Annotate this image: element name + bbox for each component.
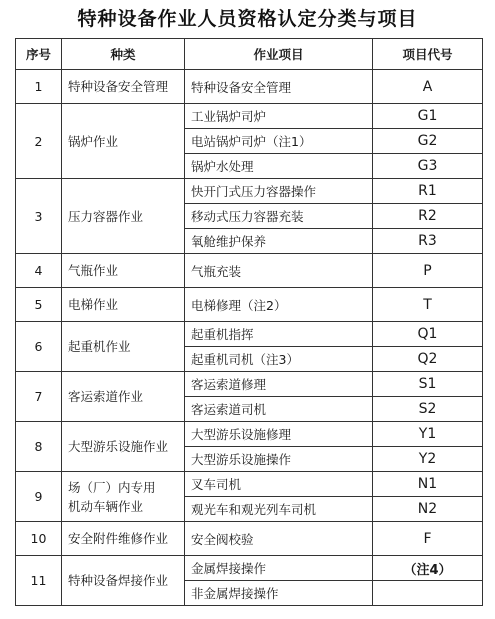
header-item-code: 项目代号 bbox=[373, 39, 483, 70]
item-code-cell: P bbox=[373, 254, 483, 288]
item-code-cell: Q1 bbox=[373, 322, 483, 347]
category-label: 起重机作业 bbox=[68, 339, 131, 354]
work-item-cell: 客运索道修理 bbox=[185, 372, 373, 397]
work-item-cell: 金属焊接操作 bbox=[185, 556, 373, 581]
category-label: 锅炉作业 bbox=[68, 133, 119, 149]
work-item-cell: 客运索道司机 bbox=[185, 397, 373, 422]
item-code-cell: G3 bbox=[373, 154, 483, 179]
serial-number-cell: 6 bbox=[16, 322, 62, 372]
table-row bbox=[16, 288, 483, 322]
table-row bbox=[16, 322, 483, 347]
header-work-item: 作业项目 bbox=[185, 39, 373, 70]
work-item-cell: 观光车和观光列车司机 bbox=[185, 497, 373, 522]
table-header-row bbox=[16, 39, 483, 70]
table-row bbox=[16, 522, 483, 556]
table-row bbox=[16, 104, 483, 129]
work-item-cell: 锅炉水处理 bbox=[185, 154, 373, 179]
category-cell bbox=[62, 556, 185, 606]
work-item-cell: 电梯修理（注2） bbox=[185, 288, 373, 322]
serial-number-cell: 5 bbox=[16, 288, 62, 322]
item-code-cell: G1 bbox=[373, 104, 483, 129]
table-row bbox=[16, 179, 483, 204]
category-label: 压力容器作业 bbox=[68, 208, 144, 224]
work-item-cell: 起重机司机（注3） bbox=[185, 347, 373, 372]
work-item-cell: 特种设备安全管理 bbox=[185, 70, 373, 104]
item-code-cell: （注4） bbox=[373, 556, 483, 581]
table-row bbox=[16, 254, 483, 288]
category-cell bbox=[62, 70, 185, 104]
item-code-cell: G2 bbox=[373, 129, 483, 154]
item-code-cell: N1 bbox=[373, 472, 483, 497]
serial-number-cell: 4 bbox=[16, 254, 62, 288]
category-label: 场（厂）内专用 bbox=[68, 479, 156, 495]
work-item-cell: 大型游乐设施修理 bbox=[185, 422, 373, 447]
item-code-cell: N2 bbox=[373, 497, 483, 522]
serial-number-cell: 9 bbox=[16, 472, 62, 522]
document-title: 特种设备作业人员资格认定分类与项目 bbox=[77, 8, 418, 30]
serial-number-cell: 1 bbox=[16, 70, 62, 104]
qualification-table bbox=[15, 38, 483, 606]
serial-number-cell: 7 bbox=[16, 372, 62, 422]
item-code-cell: R2 bbox=[373, 204, 483, 229]
item-code-cell: Y1 bbox=[373, 422, 483, 447]
item-code-cell: Y2 bbox=[373, 447, 483, 472]
category-label: 安全附件维修作业 bbox=[68, 531, 169, 546]
category-cell bbox=[62, 104, 185, 179]
category-cell bbox=[62, 472, 185, 522]
category-label: 机动车辆作业 bbox=[68, 498, 144, 514]
category-cell bbox=[62, 422, 185, 472]
table-row bbox=[16, 372, 483, 397]
table-row bbox=[16, 556, 483, 581]
work-item-cell: 气瓶充装 bbox=[185, 254, 373, 288]
work-item-cell: 安全阀校验 bbox=[185, 522, 373, 556]
category-cell bbox=[62, 288, 185, 322]
item-code-cell bbox=[373, 581, 483, 606]
category-label: 客运索道作业 bbox=[68, 389, 144, 404]
item-code-cell: R3 bbox=[373, 229, 483, 254]
item-code-cell: T bbox=[373, 288, 483, 322]
item-code-cell: S2 bbox=[373, 397, 483, 422]
header-serial-number: 序号 bbox=[16, 39, 62, 70]
work-item-cell: 工业锅炉司炉 bbox=[185, 104, 373, 129]
serial-number-cell: 8 bbox=[16, 422, 62, 472]
category-cell bbox=[62, 254, 185, 288]
item-code-cell: A bbox=[373, 70, 483, 104]
category-cell bbox=[62, 322, 185, 372]
work-item-cell: 氧舱维护保养 bbox=[185, 229, 373, 254]
category-cell bbox=[62, 522, 185, 556]
table-row bbox=[16, 472, 483, 497]
table-row bbox=[16, 70, 483, 104]
serial-number-cell: 2 bbox=[16, 104, 62, 179]
work-item-cell: 快开门式压力容器操作 bbox=[185, 179, 373, 204]
category-cell bbox=[62, 179, 185, 254]
work-item-cell: 起重机指挥 bbox=[185, 322, 373, 347]
work-item-cell: 叉车司机 bbox=[185, 472, 373, 497]
work-item-cell: 移动式压力容器充装 bbox=[185, 204, 373, 229]
category-cell bbox=[62, 372, 185, 422]
work-item-cell: 非金属焊接操作 bbox=[185, 581, 373, 606]
category-label: 电梯作业 bbox=[68, 297, 119, 312]
category-label: 大型游乐设施作业 bbox=[68, 439, 169, 454]
item-code-cell: F bbox=[373, 522, 483, 556]
serial-number-cell: 3 bbox=[16, 179, 62, 254]
table-row bbox=[16, 422, 483, 447]
serial-number-cell: 11 bbox=[16, 556, 62, 606]
table-body bbox=[16, 70, 483, 606]
header-category: 种类 bbox=[62, 39, 185, 70]
category-label: 气瓶作业 bbox=[68, 263, 119, 278]
category-label: 特种设备安全管理 bbox=[68, 79, 169, 94]
work-item-cell: 大型游乐设施操作 bbox=[185, 447, 373, 472]
category-label: 特种设备焊接作业 bbox=[68, 573, 169, 588]
item-code-cell: S1 bbox=[373, 372, 483, 397]
item-code-cell: Q2 bbox=[373, 347, 483, 372]
item-code-cell: R1 bbox=[373, 179, 483, 204]
work-item-cell: 电站锅炉司炉（注1） bbox=[185, 129, 373, 154]
serial-number-cell: 10 bbox=[16, 522, 62, 556]
